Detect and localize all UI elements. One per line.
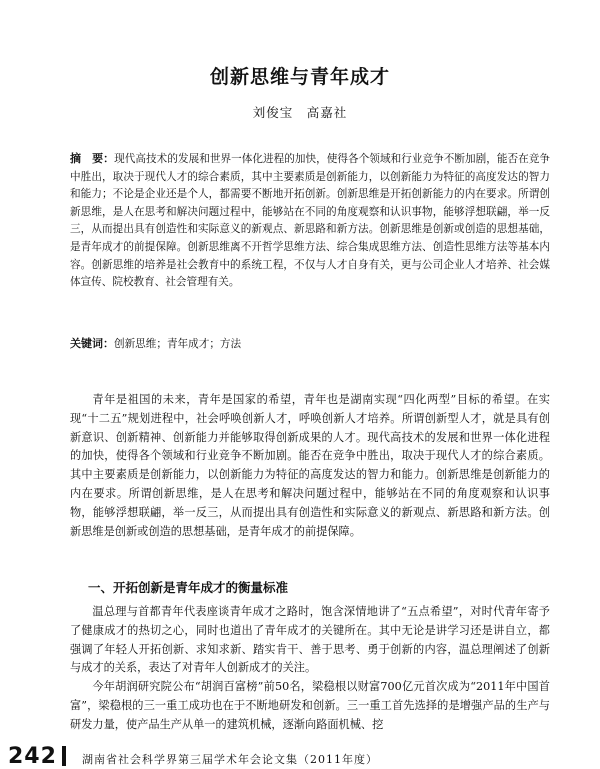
keywords-block bbox=[70, 336, 550, 352]
journal-name: 湖南省社会科学界第三届学术年会论文集（2011年度） bbox=[82, 753, 378, 766]
abstract-block bbox=[70, 150, 550, 292]
keywords-text: 创新思维；青年成才；方法 bbox=[114, 338, 242, 350]
section1-paragraph-1: 温总理与首都青年代表座谈青年成才之路时，饱含深情地讲了“五点希望”，对时代青年寄予了健康成才的热切之心，同时也道出了青年成才的关键所在。其中无论是讲学习还是讲自立，都强调了年轻人开拓创新、求知求新、踏实肯干、善于思考、勇于创新的内容，温总理阐述了创新与成才的关系，表达了对青年人创新成才的关注。 bbox=[70, 605, 550, 675]
article-authors: 刘俊宝 高嘉社 bbox=[252, 105, 348, 120]
page-number: 242 bbox=[8, 744, 57, 769]
section-heading: 一、开拓创新是青年成才的衡量标准 bbox=[88, 580, 289, 595]
footer-divider bbox=[62, 746, 66, 766]
abstract-label: 摘 要： bbox=[70, 152, 115, 165]
section1-body bbox=[70, 603, 550, 735]
intro-section bbox=[70, 391, 550, 541]
abstract-text: 现代高技术的发展和世界一体化进程的加快，使得各个领域和行业竞争不断加剧，能否在竞争中胜出，取决于现代人才的综合素质，其中主要素质是创新能力，以创新能力为特征的高度发达的智力和能力；不论是企业还是个人，都需要不断地开拓创新。创新思维是开拓创新能力的内在要求。所谓创新思维，是人在思考和解决问题过程中，能够站在不同的角度观察和认识事物，能够浮想联翩，举一反三，从而提出具有创造性和实际意义的新观点、新思路和新方法。创新思维是创新或创造的思想基础，是青年成才的前提保障。创新思维离不开哲学思维方法、综合集成思维方法、创造性思维方法等基本内容。创新思维的培养是社会教育中的系统工程，不仅与人才自身有关，更与公司企业人才培养、社会媒体宣传、院校教育、社会管理有关。 bbox=[70, 153, 551, 289]
page-footer bbox=[0, 744, 600, 769]
keywords-label: 关键词： bbox=[70, 337, 114, 350]
section1-paragraph-2: 今年胡润研究院公布“胡润百富榜”前50名，梁稳根以财富700亿元首次成为“2011年中国首富”，梁稳根的三一重工成功也在于不断地研发和创新。三一重工首先选择的是增强产品的生产与研发力量，使产品生产从单一的建筑机械，逐渐向路面机械、挖 bbox=[70, 680, 550, 731]
article-title: 创新思维与青年成才 bbox=[209, 66, 390, 88]
intro-paragraph: 青年是祖国的未来，青年是国家的希望，青年也是湖南实现“四化两型”目标的希望。在实现“十二五”规划进程中，社会呼唤创新人才，呼唤创新人才培养。所谓创新型人才，就是具有创新意识、创新精神、创新能力并能够取得创新成果的人才。现代高技术的发展和世界一体化进程的加快，使得各个领域和行业竞争不断加剧。能否在竞争中胜出，取决于现代人才的综合素质。其中主要素质是创新能力，以创新能力为特征的高度发达的智力和能力。创新思维是创新能力的内在要求。所谓创新思维，是人在思考和解决问题过程中，能够站在不同的角度观察和认识事物，能够浮想联翩，举一反三，从而提出具有创造性和实际意义的新观点、新思路和新方法。创新思维是创新或创造的思想基础，是青年成才的前提保障。 bbox=[70, 393, 550, 538]
